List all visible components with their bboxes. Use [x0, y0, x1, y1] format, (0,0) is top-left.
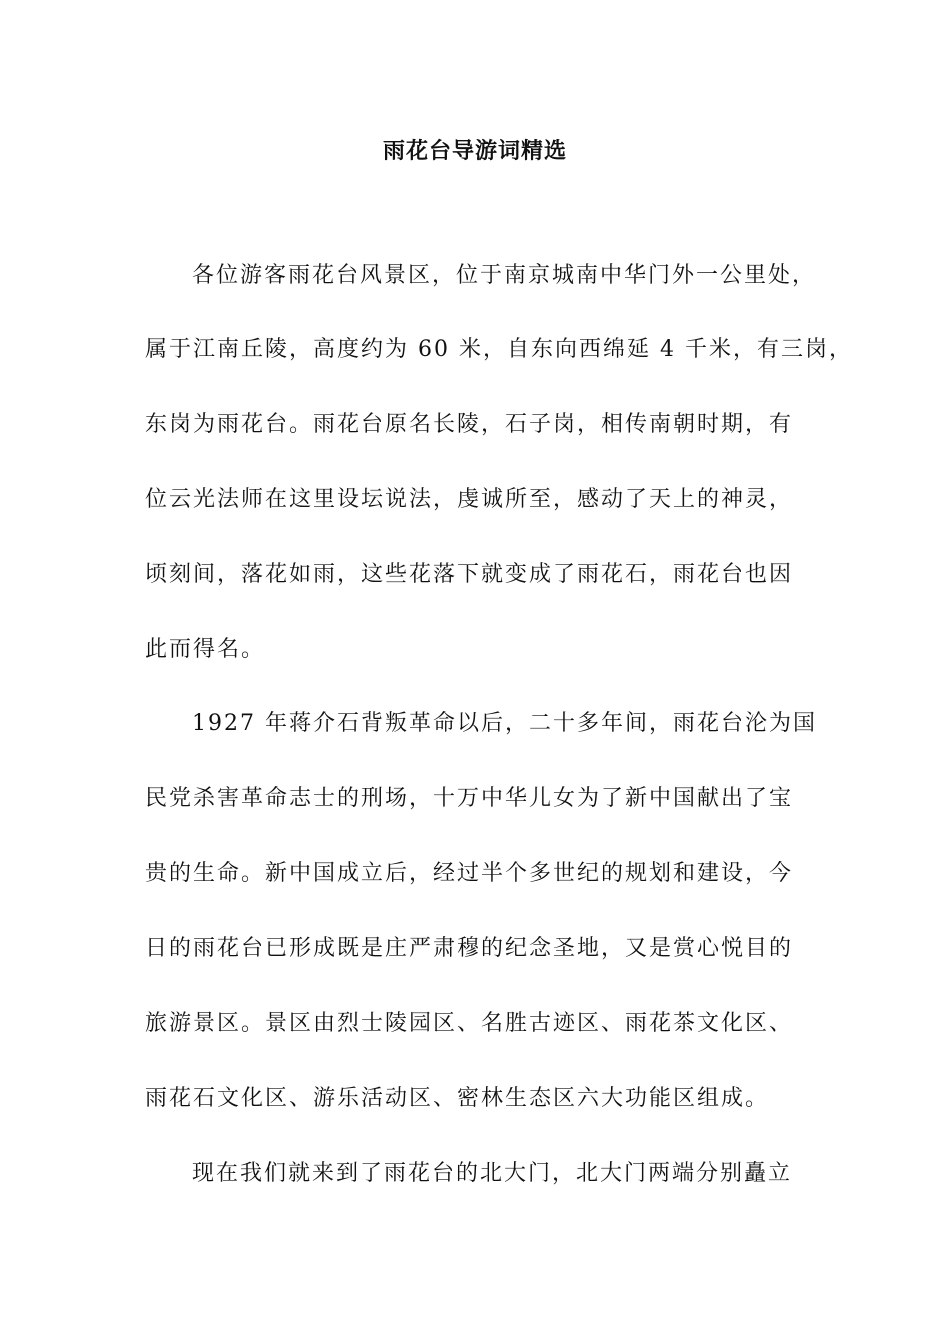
paragraph-1-line-4: 位云光法师在这里设坛说法，虔诚所至，感动了天上的神灵， [145, 487, 794, 512]
paragraph-2-line-5: 旅游景区。景区由烈士陵园区、名胜古迹区、雨花茶文化区、 [145, 1011, 794, 1036]
paragraph-2-line-3: 贵的生命。新中国成立后，经过半个多世纪的规划和建设，今 [145, 861, 794, 886]
paragraph-1-line-2: 属于江南丘陵，高度约为 60 米，自东向西绵延 4 千米，有三岗， [145, 337, 853, 362]
paragraph-1-line-5: 顷刻间，落花如雨，这些花落下就变成了雨花石，雨花台也因 [145, 562, 794, 587]
paragraph-1-line-1: 各位游客雨花台风景区，位于南京城南中华门外一公里处， [192, 263, 817, 288]
paragraph-2-line-6: 雨花石文化区、游乐活动区、密林生态区六大功能区组成。 [145, 1086, 770, 1111]
document-title: 雨花台导游词精选 [382, 139, 567, 164]
paragraph-2-line-1: 1927 年蒋介石背叛革命以后，二十多年间，雨花台沦为国 [192, 711, 817, 736]
paragraph-2-line-4: 日的雨花台已形成既是庄严肃穆的纪念圣地，又是赏心悦目的 [145, 936, 794, 961]
paragraph-1-line-3: 东岗为雨花台。雨花台原名长陵，石子岗，相传南朝时期，有 [145, 412, 794, 437]
paragraph-2-line-2: 民党杀害革命志士的刑场，十万中华儿女为了新中国献出了宝 [145, 786, 794, 811]
paragraph-3-line-1: 现在我们就来到了雨花台的北大门，北大门两端分别矗立 [192, 1161, 793, 1186]
paragraph-1-line-6: 此而得名。 [145, 637, 266, 662]
